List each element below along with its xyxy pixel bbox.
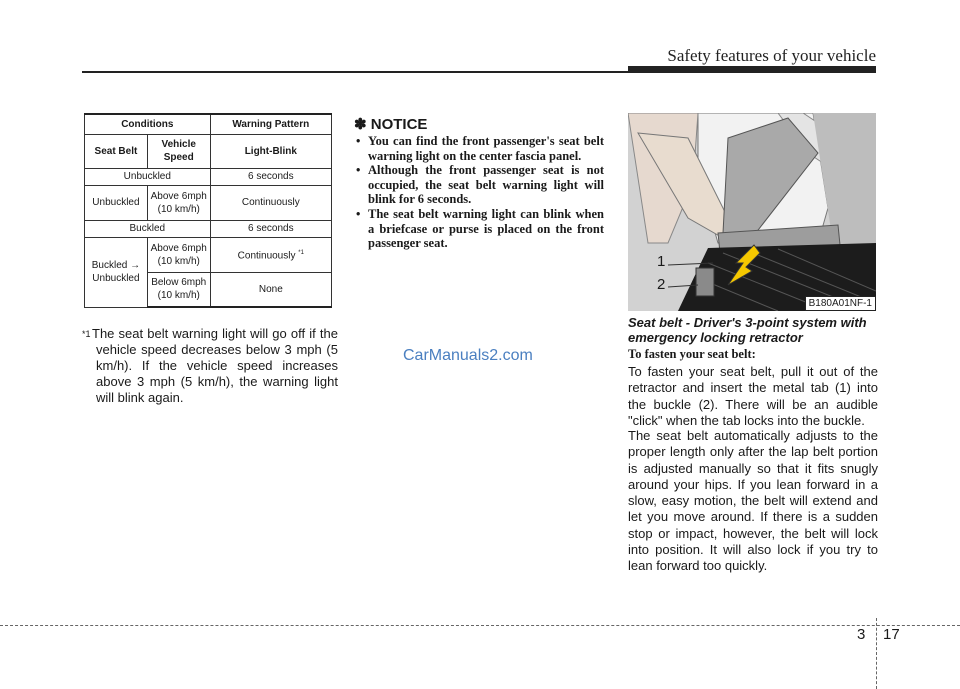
table-cell-line: Above 6mph [150,190,207,202]
table-cell [147,272,210,307]
footnote-mark: *1 [82,329,91,339]
table-cell-line: Buckled → [91,260,141,271]
table-cell [147,185,210,220]
body-paragraph: The seat belt automatically adjusts to the proper length only after the lap belt portion is adjusted manually so that it fits snugly around your hips. If you lean forward in a slow, easy motion, the belt will extend and let you move around. If there is a sudden stop or impact, however, the belt will lock into position. It will also lock if you try to lean forward too quickly. [628,428,878,574]
table-cell: Buckled [85,220,211,237]
callout-label-1: 1 [657,253,666,270]
table-header-warning-pattern: Warning Pattern [210,114,331,134]
table-header-conditions: Conditions [85,114,211,134]
table-cell [85,237,148,307]
table-cell: Continuously [210,185,331,220]
notice-title: ✽ NOTICE [354,116,428,133]
seat-belt-illustration [628,113,876,311]
notice-item-text: Although the front passenger seat is not occupied, the seat belt warning light will blink for 6 seconds. [368,163,604,207]
table-header-vehicle-speed [147,134,210,168]
page-number-divider [876,618,877,689]
watermark-link[interactable]: CarManuals2.com [403,347,533,364]
table-cell-text: Continuously [237,250,296,262]
illustration-code: B180A01NF-1 [805,296,876,311]
page-number: 17 [883,626,900,643]
table-cell: Unbuckled [85,185,148,220]
section-header-title: Safety features of your vehicle [667,46,876,65]
callout-label-2: 2 [657,276,666,293]
table-header-speed-line-2: Speed [163,152,194,163]
table-cell [147,237,210,272]
footnote [82,326,338,406]
table-cell-line: (10 km/h) [157,203,200,215]
table-cell: Unbuckled [85,168,211,185]
table-cell-line: Unbuckled [92,273,140,284]
table-header-light-blink: Light-Blink [210,134,331,168]
table-cell-line: (10 km/h) [157,255,200,267]
notice-list [354,134,604,251]
body-paragraph: To fasten your seat belt, pull it out of the retractor and insert the metal tab (1) into the buckle (2). There will be an audible "click" when the tab locks into the buckle. [628,364,878,428]
footnote-reference: *1 [298,249,304,256]
notice-item-text: The seat belt warning light can blink when a briefcase or purse is placed on the front passenger seat. [368,206,604,251]
table-cell: 6 seconds [210,220,331,237]
header-rule-thick [628,66,876,72]
seat-belt-warning-table [84,113,332,308]
notice-item-text: You can find the front passenger's seat belt warning light on the center fascia panel. [368,134,604,163]
table-header-seat-belt: Seat Belt [85,134,148,168]
table-cell: None [210,272,331,307]
page-footer-rule [0,625,960,626]
notice-item [354,163,604,207]
table-header-speed-line-1: Vehicle [161,139,196,150]
table-cell-line: (10 km/h) [157,290,200,302]
subheading: To fasten your seat belt: [628,347,756,361]
bullet-icon: • [356,134,361,148]
bullet-icon: • [356,163,361,178]
illustration-caption: Seat belt - Driver's 3-point system with emergency locking retractor [628,315,867,345]
chapter-number: 3 [857,626,866,643]
table-cell: 6 seconds [210,168,331,185]
table-cell-line: Below 6mph [151,277,207,289]
footnote-text: The seat belt warning light will go off if the vehicle speed decreases below 3 mph (5 km/h). If the vehicle speed increases above 3 mph (5 km/h), the warning light will blink again. [92,326,338,405]
table-cell [210,237,331,272]
notice-item [354,134,604,163]
notice-item [354,207,604,251]
table-cell-line: Above 6mph [150,242,207,254]
bullet-icon: • [356,206,361,221]
